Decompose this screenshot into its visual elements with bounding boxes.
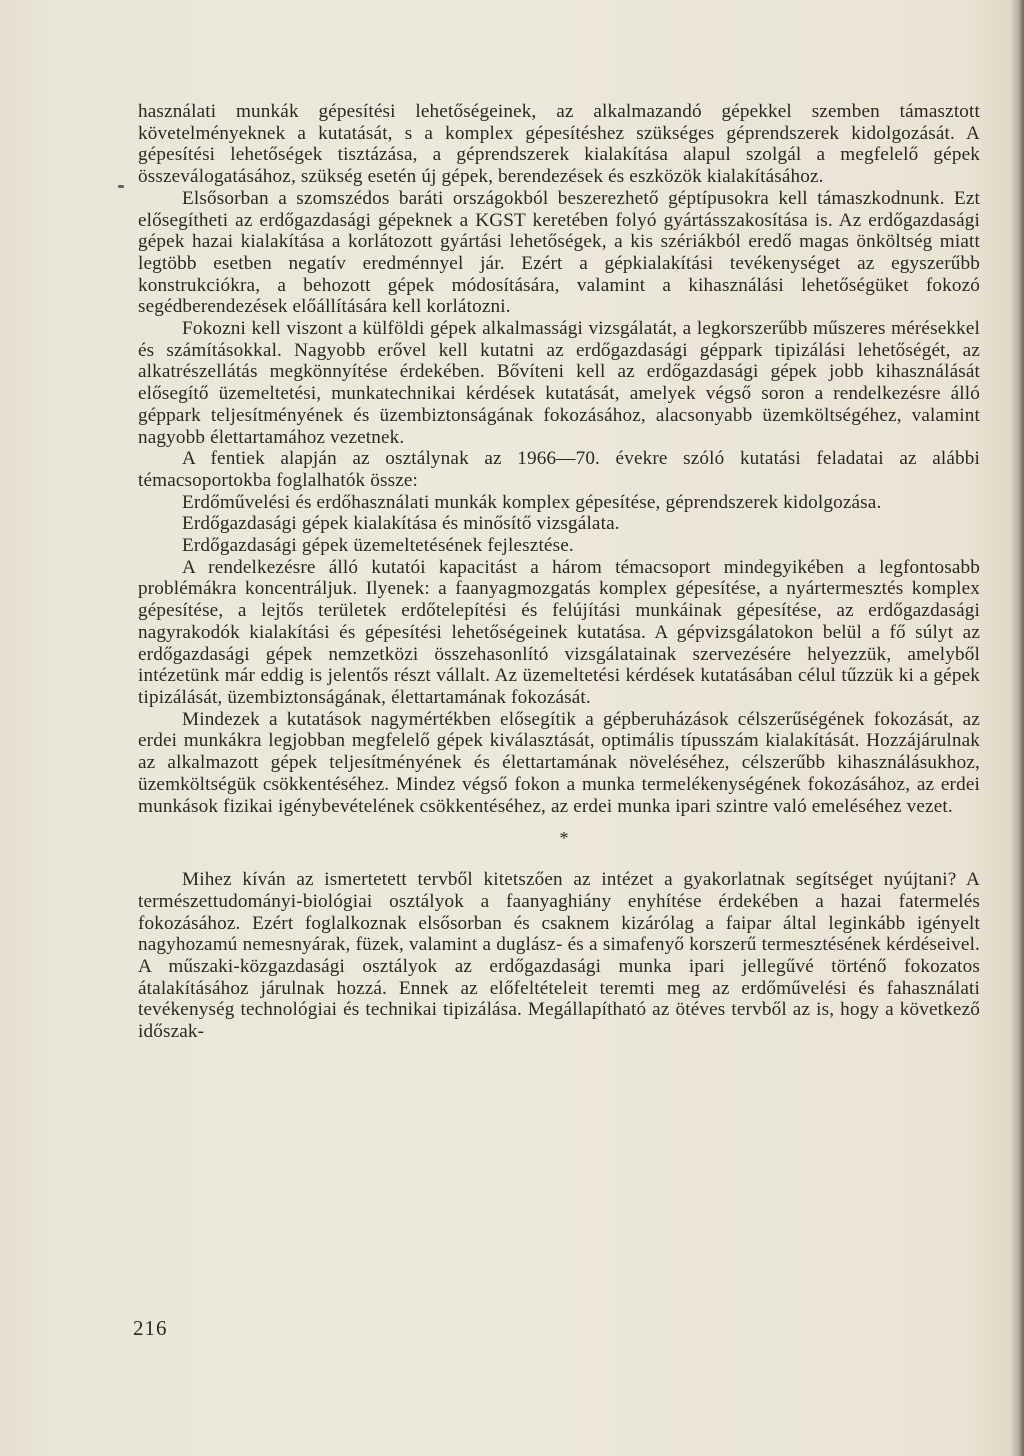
binding-edge-shadow <box>1010 0 1024 1456</box>
paragraph-5: A rendelkezésre álló kutatói kapacitást a három témacsoport mindegyikében a legfontosabb problémákra koncentráljuk. Ilyenek: a faanyagmozgatás komplex gépesítése, a nyártermesztés komplex gépesítése, a lejtős területek erdőtelepítési és felújítási munkáinak gépesítése, az erdőgazdasági nagyrakodók kialakítási és gépesítési lehetőségeinek kutatása. A gépvizsgálatokon belül a fő súlyt az erdőgazdasági gépek nemzetközi összehasonlító vizsgálatainak szervezésére helyezzük, amelyből intézetünk már eddig is jelentős részt vállalt. Az üzemeltetési kérdések kutatásában célul tűzzük ki a gépek tipizálását, üzembiztonságának, élettartamának fokozását. <box>138 556 980 708</box>
paragraph-7: Mihez kíván az ismertetett tervből kitetszően az intézet a gyakorlatnak segítséget nyújtani? A természettudományi-biológiai osztályok a faanyaghiány enyhítése érdekében a hazai fatermelés fokozásához. Ezért foglalkoznak elsősorban és csaknem kizárólag a faipar által leginkább igényelt nagyhozamú nemesnyárak, füzek, valamint a duglász- és a simafenyő korszerű termesztésének kérdéseivel. A műszaki-közgazdasági osztályok az erdőgazdasági munka ipari jellegűvé történő fokozatos átalakításához járulnak hozzá. Ennek az előfeltételeit teremti meg az erdőművelési és fahasználati tevékenység technológiai és technikai tipizálása. Megállapítható az ötéves tervből az is, hogy a következő időszak- <box>138 869 980 1043</box>
paragraph-6: Mindezek a kutatások nagymértékben elősegítik a gépberuházások célszerűségének fokozását, az erdei munkákra legjobban megfelelő gépek kiválasztását, optimális típusszám kialakítását. Hozzájárulnak az alkalmazott gépek teljesítményének és élettartamának növeléséhez, célszerűbb kihasználásukhoz, üzemköltségük csökkentéséhez. Mindez végső fokon a munka termelékenységének fokozásához, az erdei munkások fizikai igénybevételének csökkentéséhez, az erdei munka ipari szintre való emeléséhez vezet. <box>138 708 980 817</box>
body-text <box>138 101 980 1043</box>
topic-group-3: Erdőgazdasági gépek üzemeltetésének fejlesztése. <box>182 535 574 557</box>
topic-group-1: Erdőművelési és erdőhasználati munkák komplex gépesítése, géprendszerek kidolgozása. <box>182 491 882 513</box>
paragraph-1: használati munkák gépesítési lehetőségeinek, az alkalmazandó gépekkel szemben támasztott követelményeknek a kutatását, s a komplex gépesítéshez szükséges géprendszerek kidolgozását. A gépesítési lehetőségek tisztázása, a géprendszerek kialakítása alapul szolgál a megfelelő gépek összeválogatásához, szükség esetén új gépek, berendezések és eszközök kialakításához. <box>138 101 980 188</box>
print-speck <box>118 185 124 188</box>
topic-group-2: Erdőgazdasági gépek kialakítása és minősítő vizsgálata. <box>182 513 620 535</box>
paragraph-3: Fokozni kell viszont a külföldi gépek alkalmassági vizsgálatát, a legkorszerűbb műszeres mérésekkel és számításokkal. Nagyobb erővel kell kutatni az erdőgazdasági géppark tipizálási lehetőségét, az alkatrészellátás megkönnyítése érdekében. Bővíteni kell az erdőgazdasági gépek jobb kihasználását elősegítő üzemeltetési, munkatechnikai kérdések kutatását, amelyek végső soron a rendelkezésre álló géppark teljesítményének és üzembiztonságának fokozásához, alacsonyabb üzemköltségéhez, valamint nagyobb élettartamához vezetnek. <box>138 318 980 448</box>
paragraph-4: A fentiek alapján az osztálynak az 1966—70. évekre szóló kutatási feladatai az alábbi témacsoportokba foglalhatók össze: <box>138 448 980 491</box>
paragraph-2: Elsősorban a szomszédos baráti országokból beszerezhető géptípusokra kell támaszkodnunk. Ezt elősegítheti az erdőgazdasági gépeknek a KGST keretében folyó gyártásszakosítása is. Az erdőgazdasági gépek hazai kialakítása a korlátozott gyártási lehetőségek, a kis szériákból eredő magas önköltség miatt legtöbb esetben negatív eredménnyel jár. Ezért a gépkialakítási tevékenységet az egyszerűbb konstrukciókra, a behozott gépek módosítására, valamint a kihasználási lehetőségüket fokozó segédberendezések előállítására kell korlátozni. <box>138 187 980 318</box>
page-number: 216 <box>133 1316 168 1340</box>
section-separator: * <box>559 828 569 849</box>
